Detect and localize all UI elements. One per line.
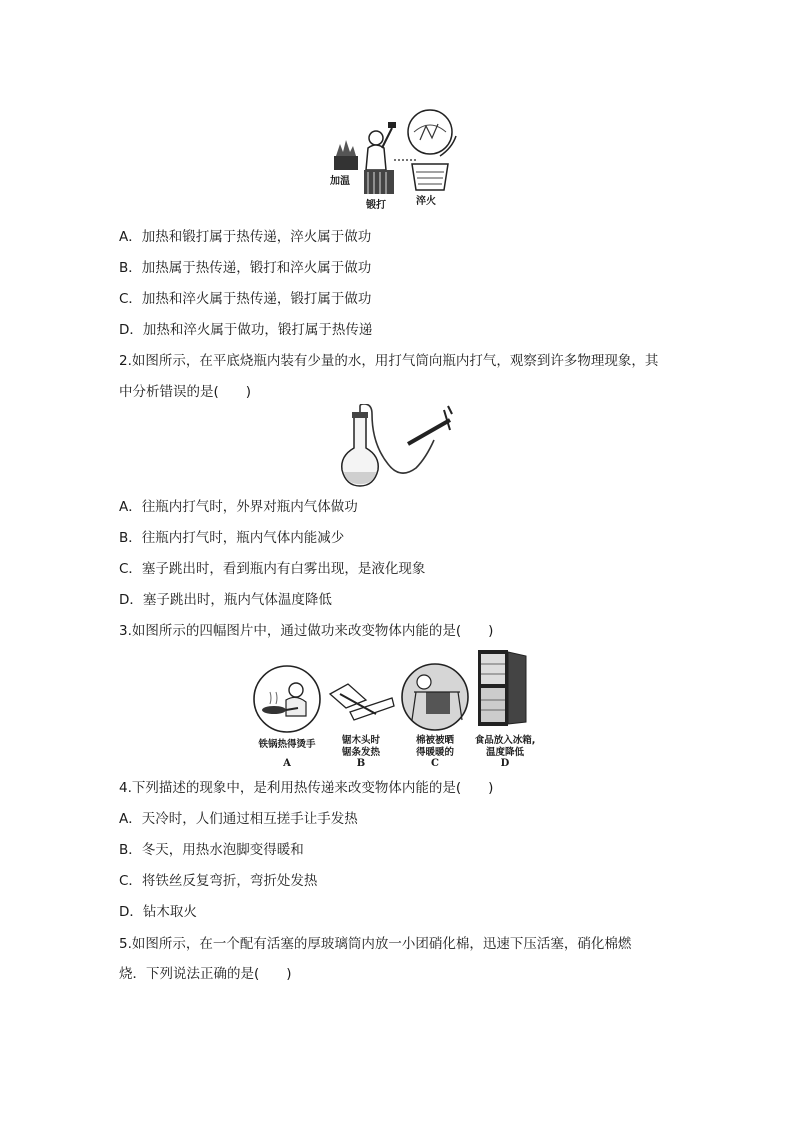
picture-b-saw xyxy=(326,664,396,734)
q1-option-c: C．加热和淬火属于热传递，锻打属于做功 xyxy=(119,291,372,307)
picture-a-caption: 铁锅热得烫手 xyxy=(258,739,316,750)
picture-c-caption-line1: 棉被被晒 xyxy=(415,735,454,746)
q2-option-b: B．往瓶内打气时，瓶内气体内能减少 xyxy=(119,530,345,546)
q1-option-a: A．加热和锻打属于热传递，淬火属于做功 xyxy=(119,229,372,245)
label-quenching: 淬火 xyxy=(416,196,436,207)
q2-stem-line2: 中分析错误的是( ) xyxy=(119,384,252,400)
picture-a-letter: A xyxy=(283,758,291,769)
picture-c-letter: C xyxy=(431,758,439,769)
picture-b-caption-line2: 锯条发热 xyxy=(341,747,380,758)
four-pictures-figure xyxy=(250,648,540,774)
q5-stem-line2: 烧．下列说法正确的是( ) xyxy=(119,966,292,982)
label-heating: 加温 xyxy=(330,176,350,187)
q3-stem: 3.如图所示的四幅图片中，通过做功来改变物体内能的是( ) xyxy=(119,623,494,639)
q4-stem: 4.下列描述的现象中，是利用热传递来改变物体内能的是( ) xyxy=(119,780,494,796)
picture-b-caption-line1: 锯木头时 xyxy=(341,735,380,746)
q4-option-b: B．冬天，用热水泡脚变得暖和 xyxy=(119,842,304,858)
q2-option-d: D．塞子跳出时，瓶内气体温度降低 xyxy=(119,592,332,608)
picture-d-caption-line1: 食品放入冰箱, xyxy=(474,735,536,746)
q1-option-d: D．加热和淬火属于做功，锻打属于热传递 xyxy=(119,322,373,338)
forging-illustration xyxy=(330,108,465,210)
picture-c-quilt xyxy=(400,662,470,732)
picture-d-fridge xyxy=(476,648,532,728)
q4-option-c: C．将铁丝反复弯折，弯折处发热 xyxy=(119,873,318,889)
q4-option-d: D．钻木取火 xyxy=(119,904,197,920)
picture-d-caption-line2: 温度降低 xyxy=(485,747,524,758)
picture-a-hot-pan xyxy=(252,664,322,734)
flask-pump-figure xyxy=(338,404,454,490)
label-forging: 锻打 xyxy=(366,200,386,211)
q2-option-c: C．塞子跳出时，看到瓶内有白雾出现，是液化现象 xyxy=(119,561,426,577)
flask-pump-illustration xyxy=(338,404,454,490)
forging-figure xyxy=(330,108,465,210)
q5-stem-line1: 5.如图所示，在一个配有活塞的厚玻璃筒内放一小团硝化棉，迅速下压活塞，硝化棉燃 xyxy=(119,936,632,952)
q2-option-a: A．往瓶内打气时，外界对瓶内气体做功 xyxy=(119,499,358,515)
q2-stem-line1: 2.如图所示，在平底烧瓶内装有少量的水，用打气筒向瓶内打气，观察到许多物理现象，其 xyxy=(119,353,659,369)
picture-b-letter: B xyxy=(356,758,366,769)
q4-option-a: A．天冷时，人们通过相互搓手让手发热 xyxy=(119,811,358,827)
picture-c-caption-line2: 得暖暖的 xyxy=(415,747,454,758)
picture-d-letter: D xyxy=(500,758,510,769)
q1-option-b: B．加热属于热传递，锻打和淬火属于做功 xyxy=(119,260,372,276)
